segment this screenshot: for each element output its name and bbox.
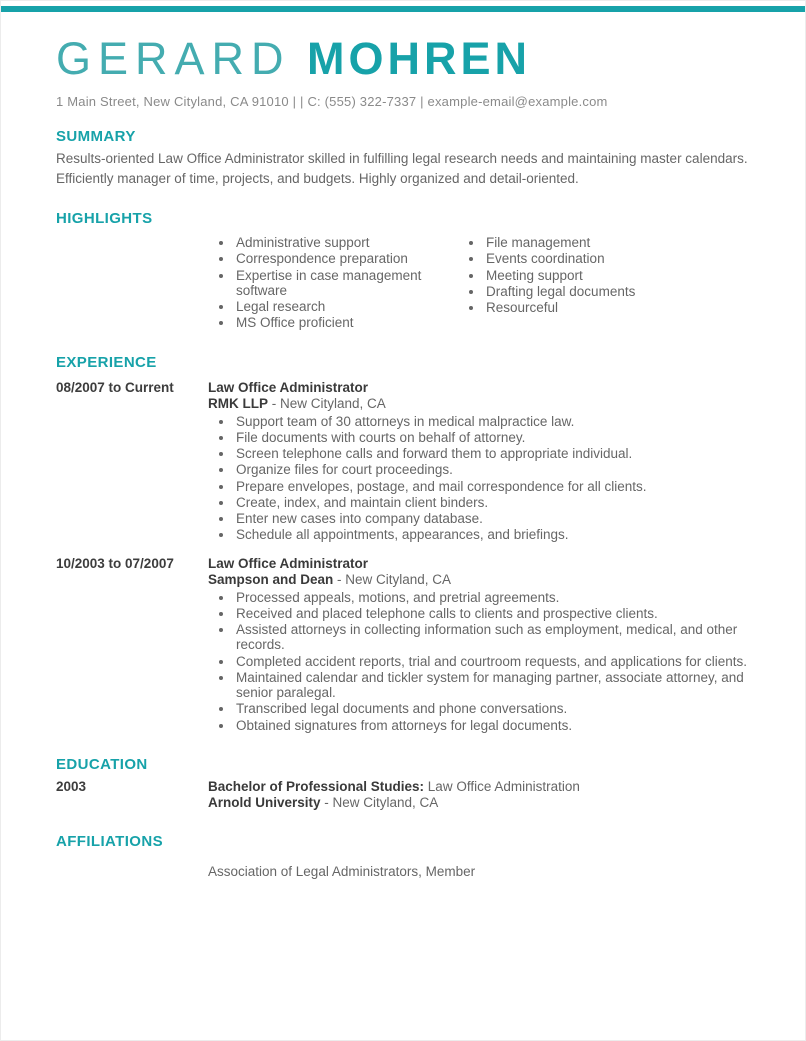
experience-job-1 [56, 380, 753, 544]
highlights-heading: HIGHLIGHTS [56, 210, 153, 228]
education-section [56, 779, 753, 811]
bullet-item: • Transcribed legal documents and phone conversations. [234, 701, 753, 716]
bullet-item: • Prepare envelopes, postage, and mail correspondence for all clients. [234, 479, 753, 494]
affiliations-heading: AFFILIATIONS [56, 833, 164, 851]
top-accent-bar [1, 6, 805, 12]
job-location: - New Cityland, CA [268, 396, 386, 412]
bullet-item: • Completed accident reports, trial and courtroom requests, and applications for clients. [234, 654, 753, 669]
education-year: 2003 [56, 778, 87, 794]
school-location: - New Cityland, CA [320, 795, 439, 811]
highlights-list-left [208, 235, 458, 332]
school-line [208, 795, 753, 811]
bullet-item: • Assisted attorneys in collecting information such as employment, medical, and other records. [234, 622, 753, 653]
bullet-item: • Obtained signatures from attorneys for legal documents. [234, 718, 753, 733]
bullet-item: • File documents with courts on behalf of attorney. [234, 430, 753, 445]
degree-line [208, 779, 753, 795]
candidate-name [56, 33, 753, 84]
education-heading: EDUCATION [56, 755, 148, 773]
bullet-item: • Meeting support [484, 268, 635, 283]
bullet-item: • Create, index, and maintain client binders. [234, 495, 753, 510]
experience-job-2 [56, 556, 753, 734]
affiliations-text: Association of Legal Administrators, Member [208, 864, 476, 880]
bullet-item: • Processed appeals, motions, and pretrial agreements. [234, 590, 753, 605]
last-name: MOHREN [306, 33, 531, 84]
job-dates: 08/2007 to Current [56, 379, 174, 395]
school-name: Arnold University [208, 795, 321, 811]
highlights-section [56, 233, 753, 332]
bullet-item: • Drafting legal documents [484, 284, 635, 299]
experience-heading: EXPERIENCE [56, 353, 157, 371]
job-company-line [208, 396, 753, 412]
degree-field: Law Office Administration [424, 778, 580, 794]
bullet-item: • Correspondence preparation [234, 251, 458, 266]
job-title: Law Office Administrator [208, 379, 369, 395]
job-company-line [208, 572, 753, 588]
bullet-item: • Expertise in case management software [234, 268, 458, 299]
job-details [208, 380, 753, 544]
job-title: Law Office Administrator [208, 555, 369, 571]
job-bullets [208, 590, 753, 733]
bullet-item: • Enter new cases into company database. [234, 511, 753, 526]
highlights-list-right [458, 235, 635, 332]
bullet-item: • Organize files for court proceedings. [234, 462, 753, 477]
job-company: Sampson and Dean [208, 572, 334, 588]
bullet-item: • File management [484, 235, 635, 250]
contact-line: 1 Main Street, New Cityland, CA 91010 | | C: (555) 322-7337 | example-email@example.com [56, 94, 608, 109]
first-name: GERARD [56, 33, 291, 84]
job-details [208, 556, 753, 734]
highlights-columns [208, 233, 753, 332]
job-bullets [208, 414, 753, 543]
degree-title: Bachelor of Professional Studies: [208, 778, 425, 794]
bullet-item: • Resourceful [484, 300, 635, 315]
bullet-item: • Received and placed telephone calls to clients and prospective clients. [234, 606, 753, 621]
job-location: - New Cityland, CA [333, 572, 452, 588]
summary-heading: SUMMARY [56, 128, 136, 145]
job-company: RMK LLP [208, 396, 268, 412]
bullet-item: • Legal research [234, 299, 458, 314]
bullet-item: • Administrative support [234, 235, 458, 250]
bullet-item: • Screen telephone calls and forward them to appropriate individual. [234, 446, 753, 461]
summary-text: Results-oriented Law Office Administrator skilled in fulfilling legal research needs and maintaining master calendars. Efficiently manager of time, projects, and budgets. Highly organized and detail-oriented. [56, 151, 748, 186]
bullet-item: • Maintained calendar and tickler system for managing partner, associate attorney, and senior paralegal. [234, 670, 753, 701]
education-details [208, 779, 753, 811]
bullet-item: • Schedule all appointments, appearances, and briefings. [234, 527, 753, 542]
bullet-item: • Events coordination [484, 251, 635, 266]
bullet-item: • Support team of 30 attorneys in medical malpractice law. [234, 414, 753, 429]
bullet-item: • MS Office proficient [234, 315, 458, 330]
job-dates: 10/2003 to 07/2007 [56, 555, 174, 571]
resume-content [1, 33, 805, 880]
